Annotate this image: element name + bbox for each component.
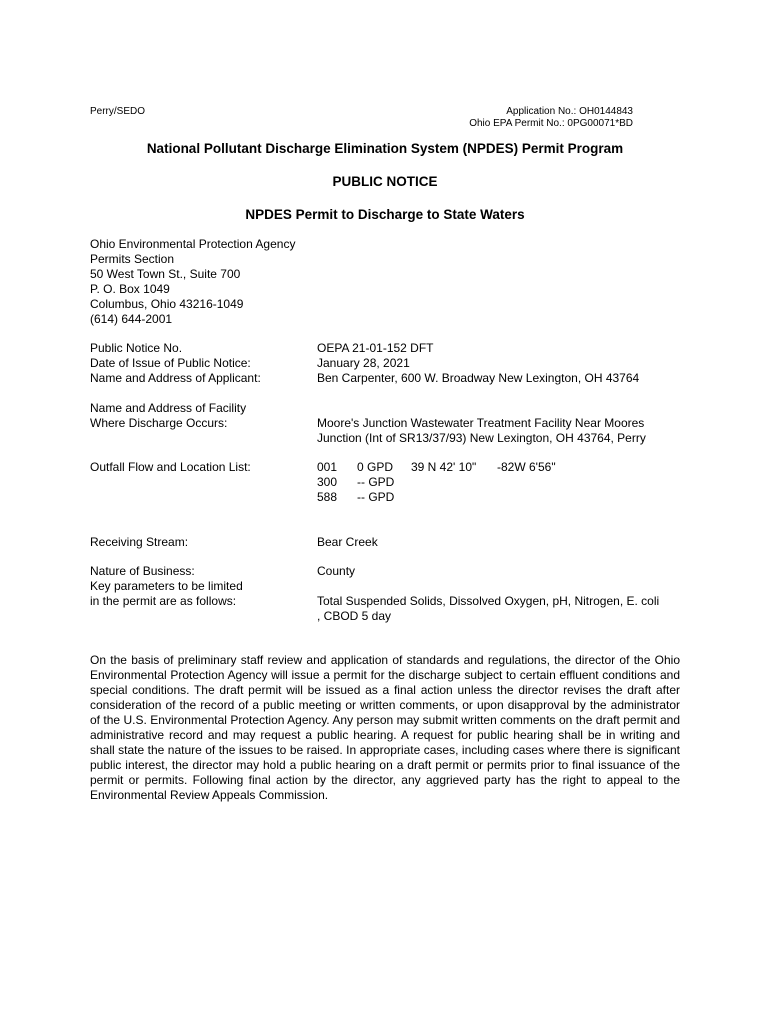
notice-labels [90,341,305,386]
facility-value: Moore's Junction Wastewater Treatment Facility Near Moores [317,416,645,430]
agency-line: Permits Section [90,252,175,266]
business-value: County [317,564,356,578]
agency-line: P. O. Box 1049 [90,282,170,296]
stream-value: Bear Creek [317,535,378,549]
date-value: January 28, 2021 [317,356,410,370]
notice-body-paragraph: On the basis of preliminary staff review and application of standards and regulations, the director of the Ohio Environmental Protection Agency will issue a permit for the discharge subject to certain effluent conditions and special conditions. The draft permit will be issued as a final action unless the director revises the draft after consideration of the record of a public meeting or written comments, or upon disapproval by the administrator of the U.S. Environmental Protection Agency. Any person may submit written comments on the draft permit and administrative record and may request a public hearing. A request for public hearing shall be in writing and shall state the nature of the issues to be raised. In appropriate cases, including cases where there is significant public interest, the director may hold a public hearing on a draft permit or permits prior to final issuance of the permit or permits. Following final action by the director, any aggrieved party has the right to appeal to the Environmental Review Appeals Commission. [90,653,680,802]
outfall-list [317,460,687,505]
subject-title: NPDES Permit to Discharge to State Waters [245,207,525,222]
notice-values [317,341,687,386]
agency-line: 50 West Town St., Suite 700 [90,267,241,281]
business-label: Nature of Business: [90,564,195,578]
outfall-row [317,475,687,490]
business-labels [90,564,305,609]
notice-title: PUBLIC NOTICE [332,174,438,189]
header-numbers [469,106,633,130]
agency-address [90,237,295,327]
outfall-flow: -- GPD [357,475,395,489]
params-values [317,594,687,624]
program-title: National Pollutant Discharge Elimination System (NPDES) Permit Program [146,141,624,156]
params-value: , CBOD 5 day [317,609,392,623]
application-number: Application No.: OH0144843 [506,106,633,117]
params-label: in the permit are as follows: [90,594,237,608]
agency-line: (614) 644-2001 [90,312,173,326]
params-value: Total Suspended Solids, Dissolved Oxygen, pH, Nitrogen, E. coli [317,594,660,608]
outfall-lon: -82W 6'56" [497,460,556,474]
stream-label: Receiving Stream: [90,535,189,549]
public-notice-label: Public Notice No. [90,341,183,355]
facility-value: Junction (Int of SR13/37/93) New Lexington, OH 43764, Perry [317,431,646,445]
agency-line: Columbus, Ohio 43216-1049 [90,297,244,311]
facility-labels [90,401,305,431]
outfall-id: 001 [317,460,338,474]
params-label: Key parameters to be limited [90,579,243,593]
outfall-lat: 39 N 42' 10" [411,460,477,474]
applicant-value: Ben Carpenter, 600 W. Broadway New Lexington, OH 43764 [317,371,640,385]
facility-label: Name and Address of Facility [90,401,247,415]
outfall-flow: -- GPD [357,490,395,504]
outfall-id: 588 [317,490,338,504]
outfall-label: Outfall Flow and Location List: [90,460,251,474]
applicant-label: Name and Address of Applicant: [90,371,261,385]
outfall-row [317,490,687,505]
date-label: Date of Issue of Public Notice: [90,356,251,370]
permit-number: Ohio EPA Permit No.: 0PG00071*BD [469,118,633,129]
facility-values [317,416,687,446]
outfall-flow: 0 GPD [357,460,394,474]
facility-label: Where Discharge Occurs: [90,416,228,430]
district-office: Perry/SEDO [90,106,146,117]
public-notice-value: OEPA 21-01-152 DFT [317,341,434,355]
outfall-row [317,460,687,475]
outfall-id: 300 [317,475,338,489]
agency-line: Ohio Environmental Protection Agency [90,237,296,251]
